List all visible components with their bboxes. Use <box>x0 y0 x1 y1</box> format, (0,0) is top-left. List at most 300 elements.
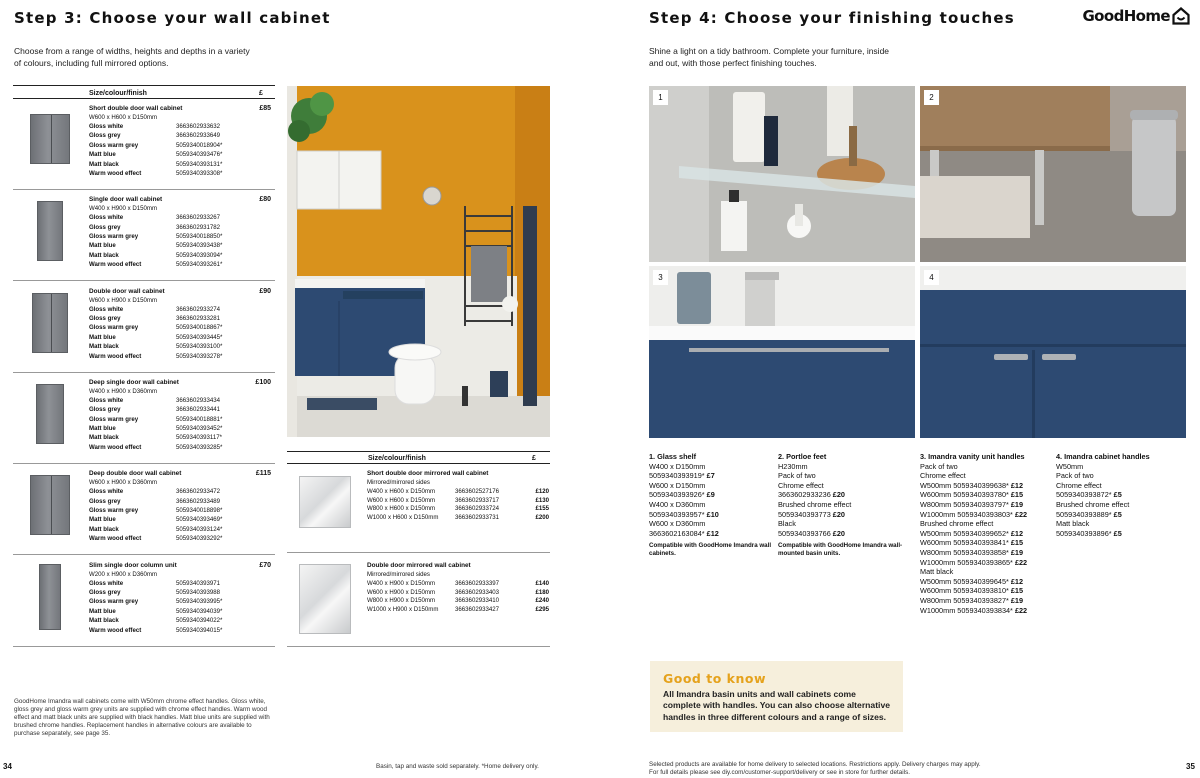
finish-row <box>89 507 222 514</box>
finish-name: Matt black <box>89 251 119 259</box>
cabinet-thumbnail <box>13 191 87 269</box>
photo-number-1: 1 <box>653 90 668 105</box>
accessory-price: £20 <box>832 490 845 500</box>
mirror-table-top-rule <box>287 451 550 452</box>
accessory-text: 5059340393957* <box>649 509 705 519</box>
cabinet-thumbnail <box>13 283 87 361</box>
product-code: 3663602933441 <box>176 406 221 414</box>
accessory-line <box>920 519 1055 529</box>
mirror-cabinet-name: Short double door mirrored wall cabinet <box>367 470 489 477</box>
vanity-handle-photo <box>649 266 915 438</box>
right-bottom-note-1: Selected products are available for home delivery to selected locations. Restrictions apply. Delivery charges may apply. <box>649 761 981 768</box>
accessory-line <box>778 500 913 510</box>
finish-row <box>89 170 222 177</box>
mirror-price: £200 <box>535 513 549 521</box>
finish-name: Gloss warm grey <box>89 233 139 241</box>
accessory-line <box>920 490 1055 500</box>
cabinet-thumbnail <box>13 374 87 452</box>
product-code: 3663602933281 <box>176 314 221 322</box>
finish-row <box>89 608 222 615</box>
product-code: 5059340393438* <box>176 242 223 250</box>
accessory-text: 5059340393926* <box>649 490 705 500</box>
finish-name: Gloss warm grey <box>89 141 139 149</box>
cabinet-thumbnail <box>13 465 87 543</box>
accessory-text: Chrome effect <box>920 471 966 481</box>
finish-name: Gloss warm grey <box>89 415 139 423</box>
finish-name: Warm wood effect <box>89 170 142 177</box>
accessory-price: £9 <box>706 490 715 500</box>
accessory-line <box>649 490 784 500</box>
finish-row <box>89 142 222 149</box>
product-code: 5059340018904* <box>176 141 223 149</box>
finish-name: Gloss grey <box>89 588 121 596</box>
product-code: 5059340018850* <box>176 233 223 241</box>
product-code: 5059340393278* <box>176 352 223 360</box>
cabinet-price: £85 <box>259 105 271 112</box>
cabinet-image <box>36 384 64 444</box>
finish-row <box>89 261 222 268</box>
glass-shelf-illustration <box>649 86 915 262</box>
accessory-text: W500mm 5059340399638* <box>920 480 1009 490</box>
product-code: 5059340393100* <box>176 343 223 351</box>
accessory-price: £19 <box>1010 595 1024 605</box>
product-code: 3663602933427 <box>455 605 500 613</box>
product-code: 3663602931782 <box>176 223 221 231</box>
accessory-text: W400 x D360mm <box>649 499 706 509</box>
mirror-cabinet-finish: Mirrored/mirrored sides <box>367 479 430 486</box>
accessory-price: £20 <box>832 509 845 519</box>
cabinet-dimensions: W200 x H900 x D360mm <box>89 570 158 578</box>
finish-row <box>89 406 220 413</box>
accessory-text: Brushed chrome effect <box>778 499 852 509</box>
accessory-line <box>649 481 784 491</box>
finish-row <box>89 535 222 542</box>
good-to-know-text: All Imandra basin units and wall cabinets come complete with handles. You can also choose alternative handles in three different colours and a range of sizes. <box>663 689 891 722</box>
accessory-price: £15 <box>1010 538 1024 548</box>
accessory-line <box>920 577 1055 587</box>
accessory-price: £5 <box>1113 528 1122 538</box>
product-code: 3663602933267 <box>176 214 221 222</box>
mirror-cabinet-image <box>299 476 351 528</box>
accessory-line <box>1056 471 1191 481</box>
cabinet-price: £115 <box>255 470 271 478</box>
mirror-size-row <box>367 488 549 495</box>
finish-name: Matt blue <box>89 333 116 341</box>
page-number-left: 34 <box>3 762 12 771</box>
accessory-line <box>1056 500 1191 510</box>
accessory-price: £19 <box>1010 547 1024 557</box>
product-code: 5059340393131* <box>176 160 223 168</box>
cabinet-dimensions: W400 x H900 x D150mm <box>89 205 158 213</box>
cabinet-name: Slim single door column unit <box>89 561 177 569</box>
product-code: 3663602933632 <box>176 123 221 130</box>
accessory-text: 5059340393889* <box>1056 509 1112 519</box>
wall-cabinet-item <box>13 557 275 648</box>
finish-row <box>89 161 222 168</box>
accessory-title: 1. Glass shelf <box>649 452 697 461</box>
accessory-text: Brushed chrome effect <box>920 519 994 529</box>
row-divider <box>13 372 275 373</box>
finish-row <box>89 252 222 259</box>
right-bottom-note-2: For full details please see diy.com/customer-support/delivery or see in store for further details. <box>649 769 910 776</box>
accessory-price: £12 <box>706 528 719 538</box>
accessory-price: £12 <box>1010 528 1024 538</box>
accessory-line <box>920 538 1055 548</box>
bathroom-scene-illustration <box>287 86 550 437</box>
product-code: 5059340018898* <box>176 506 223 514</box>
accessory-column <box>649 452 784 557</box>
accessory-text: W600mm 5059340393780* <box>920 490 1009 500</box>
accessory-price: £22 <box>1014 605 1028 615</box>
mirror-dimensions: W1000 x H600 x D150mm <box>367 513 439 521</box>
finish-name: Gloss grey <box>89 132 121 140</box>
accessory-line <box>649 510 784 520</box>
accessory-text: Chrome effect <box>1056 480 1102 490</box>
wall-cabinet-item <box>13 374 275 465</box>
finish-row <box>89 425 222 432</box>
cabinet-dimensions: W400 x H900 x D360mm <box>89 387 158 395</box>
house-logo-icon <box>1172 7 1190 25</box>
cabinet-image <box>30 114 70 164</box>
logo-wordmark: GoodHome <box>1082 7 1170 25</box>
table-header-col: Size/colour/finish <box>89 90 147 97</box>
finish-name: Matt blue <box>89 242 116 250</box>
accessory-text: H230mm <box>778 461 808 471</box>
accessory-text: 5059340393766 <box>778 528 831 538</box>
accessory-text: W1000mm 5059340393865* <box>920 557 1013 567</box>
accessory-text: W800mm 5059340393858* <box>920 547 1009 557</box>
wall-cabinet-item <box>13 465 275 556</box>
accessory-text: Pack of two <box>1056 471 1094 481</box>
finish-row <box>89 416 222 423</box>
accessory-text: W800mm 5059340393827* <box>920 595 1009 605</box>
cabinet-handles-photo <box>920 266 1186 438</box>
finish-name: Gloss white <box>89 305 124 313</box>
accessory-line <box>1056 490 1191 500</box>
mirror-cabinet-name: Double door mirrored wall cabinet <box>367 562 471 569</box>
accessory-line <box>1056 462 1191 472</box>
accessory-line <box>1056 519 1191 529</box>
finish-name: Gloss grey <box>89 497 121 505</box>
accessory-text: 5059340393872* <box>1056 490 1112 500</box>
accessory-price: £10 <box>706 509 719 519</box>
accessory-title: 4. Imandra cabinet handles <box>1056 452 1150 461</box>
mirror-cabinet-finish: Mirrored/mirrored sides <box>367 571 430 578</box>
cabinet-door-gap <box>51 476 52 534</box>
accessory-column <box>920 452 1055 615</box>
accessory-text: Matt black <box>1056 519 1090 529</box>
finish-name: Gloss warm grey <box>89 506 139 514</box>
finish-row <box>89 214 220 221</box>
product-code: 3663602933731 <box>455 513 500 521</box>
finish-row <box>89 343 222 350</box>
accessory-price: £15 <box>1010 586 1024 596</box>
product-code: 5059340393094* <box>176 251 223 259</box>
accessory-price: £15 <box>1010 490 1024 500</box>
accessory-text: W50mm <box>1056 461 1084 471</box>
finish-row <box>89 516 222 523</box>
accessory-text: Pack of two <box>920 461 958 471</box>
cabinet-name: Short double door wall cabinet <box>89 105 183 112</box>
accessory-line <box>920 567 1055 577</box>
accessory-line <box>778 471 913 481</box>
accessory-price: £19 <box>1010 499 1024 509</box>
accessory-text: W600mm 5059340393841* <box>920 538 1009 548</box>
accessory-text: W500mm 5059340399645* <box>920 576 1009 586</box>
mirror-thumbnail <box>287 470 363 546</box>
finish-row <box>89 617 222 624</box>
mirror-size-row <box>367 588 549 596</box>
finish-name: Matt black <box>89 525 119 533</box>
portloe-feet-illustration <box>920 86 1186 262</box>
mirror-size-row <box>367 580 549 587</box>
goodhome-logo <box>1082 7 1190 25</box>
cabinet-dimensions: W600 x H900 x D360mm <box>89 479 158 487</box>
product-code: 3663602527176 <box>455 488 500 495</box>
good-to-know-box <box>650 661 903 732</box>
mirror-dimensions: W600 x H900 x D150mm <box>367 588 436 596</box>
accessory-line <box>649 500 784 510</box>
mirror-header-price: £ <box>532 455 536 462</box>
table-top-rule <box>13 85 275 86</box>
finish-name: Gloss grey <box>89 406 121 414</box>
cabinet-price: £100 <box>255 378 271 386</box>
mirror-price: £155 <box>535 505 549 513</box>
finish-name: Gloss white <box>89 579 124 587</box>
mirror-size-row <box>367 513 549 521</box>
finish-name: Matt blue <box>89 516 116 524</box>
accessory-text: 5059340393919* <box>649 471 705 481</box>
accessory-text: W600 x D360mm <box>649 519 706 529</box>
accessory-line <box>920 596 1055 606</box>
cabinet-handles-illustration <box>920 266 1186 438</box>
finish-name: Gloss grey <box>89 314 121 322</box>
mirror-dimensions: W600 x H600 x D150mm <box>367 496 436 504</box>
mirror-dimensions: W400 x H600 x D150mm <box>367 488 436 495</box>
accessory-text: W800mm 5059340393797* <box>920 499 1009 509</box>
cabinet-image <box>37 201 63 261</box>
finish-name: Gloss warm grey <box>89 324 139 332</box>
product-code: 5059340393988 <box>176 588 221 596</box>
finish-row <box>89 488 220 495</box>
accessory-text: W1000mm 5059340393834* <box>920 605 1013 615</box>
cabinet-image <box>32 293 68 353</box>
accessory-line <box>920 471 1055 481</box>
finish-name: Warm wood effect <box>89 261 142 269</box>
row-divider <box>13 189 275 190</box>
accessory-text: 3663602163084* <box>649 528 705 538</box>
mirror-size-row <box>367 597 549 605</box>
page-number-right: 35 <box>1186 762 1195 771</box>
cabinet-image <box>39 564 61 630</box>
accessory-line <box>778 490 913 500</box>
product-code: 3663602933397 <box>455 580 500 587</box>
product-code: 3663602933410 <box>455 597 500 605</box>
accessory-price: £5 <box>1113 509 1122 519</box>
step-4-intro: Shine a light on a tidy bathroom. Complete your furniture, inside and out, with those perfect finishing touches. <box>649 46 890 68</box>
accessory-text: 3663602933236 <box>778 490 831 500</box>
cabinet-image <box>30 475 70 535</box>
accessory-text: Brushed chrome effect <box>1056 499 1130 509</box>
product-code: 5059340393292* <box>176 535 223 543</box>
mirror-dimensions: W1000 x H900 x D150mm <box>367 605 439 613</box>
finish-row <box>89 132 220 139</box>
product-code: 5059340393995* <box>176 598 223 606</box>
finish-name: Matt blue <box>89 607 116 615</box>
finish-row <box>89 434 222 441</box>
step-3-intro: Choose from a range of widths, heights and depths in a variety of colours, including full mirrored options. <box>14 46 250 68</box>
portloe-feet-photo <box>920 86 1186 262</box>
accessory-text: Black <box>778 519 796 529</box>
photo-number-4: 4 <box>924 270 939 285</box>
mirrored-cabinet-item <box>287 562 549 642</box>
accessory-text: Pack of two <box>778 471 816 481</box>
accessory-line <box>778 529 913 539</box>
accessory-text: W600mm 5059340393810* <box>920 586 1009 596</box>
product-code: 5059340018867* <box>176 324 223 332</box>
finish-row <box>89 627 222 634</box>
table-header-rule <box>13 98 275 99</box>
finish-name: Gloss white <box>89 488 124 496</box>
product-code: 3663602933649 <box>176 132 221 140</box>
mirrored-cabinet-item <box>287 470 549 550</box>
accessory-price: £12 <box>1010 576 1024 586</box>
accessory-line <box>920 558 1055 568</box>
finish-row <box>89 242 222 249</box>
good-to-know-title: Good to know <box>663 671 766 686</box>
wall-cabinet-item <box>13 283 275 374</box>
cabinet-price: £80 <box>259 196 271 204</box>
finish-name: Warm wood effect <box>89 352 142 360</box>
mirror-price: £130 <box>535 496 549 504</box>
mirror-size-row <box>367 496 549 504</box>
finish-row <box>89 151 222 158</box>
finish-name: Gloss white <box>89 396 124 404</box>
row-divider <box>13 280 275 281</box>
accessory-price: £22 <box>1014 557 1028 567</box>
accessory-line <box>920 529 1055 539</box>
cabinet-name: Single door wall cabinet <box>89 196 163 204</box>
product-code: 5059340393445* <box>176 333 223 341</box>
accessory-line <box>920 462 1055 472</box>
accessory-column <box>778 452 913 557</box>
finish-row <box>89 498 220 505</box>
product-code: 3663602933434 <box>176 396 221 404</box>
accessory-line <box>1056 510 1191 520</box>
finish-name: Warm wood effect <box>89 443 142 451</box>
finish-name: Matt blue <box>89 425 116 433</box>
accessory-line <box>1056 481 1191 491</box>
left-footnote: GoodHome Imandra wall cabinets come with W50mm chrome effect handles. Gloss white, gloss grey and gloss warm grey units are supplied with chrome effect handles. Warm wood effect and matt black units are supplied with black handles. Matt blue units are supplied with brushed chrome handles. Replacement handles in alternative colours are available to purchase separately, see page 35. <box>14 698 270 737</box>
mirror-size-row <box>367 605 549 613</box>
mirror-size-row <box>367 505 549 513</box>
mirror-price: £120 <box>535 488 549 495</box>
accessory-line <box>920 606 1055 616</box>
mirror-table-bottom-rule <box>287 646 550 647</box>
left-bottom-note: Basin, tap and waste sold separately. *Home delivery only. <box>376 763 539 770</box>
photo-number-2: 2 <box>924 90 939 105</box>
accessory-price: £12 <box>1010 480 1024 490</box>
product-code: 3663602933717 <box>455 496 500 504</box>
product-code: 3663602933489 <box>176 497 221 505</box>
finish-row <box>89 353 222 360</box>
product-code: 5059340393476* <box>176 151 223 159</box>
finish-row <box>89 224 220 231</box>
product-code: 5059340393971 <box>176 579 221 587</box>
finish-name: Gloss white <box>89 214 124 222</box>
accessory-line <box>1056 529 1191 539</box>
wall-cabinet-item <box>13 100 275 191</box>
product-code: 5059340018881* <box>176 415 223 423</box>
cabinet-dimensions: W600 x H900 x D150mm <box>89 296 158 304</box>
product-code: 5059340393285* <box>176 443 223 451</box>
finish-row <box>89 306 220 313</box>
accessory-title: 3. Imandra vanity unit handles <box>920 452 1025 461</box>
finish-name: Matt black <box>89 160 119 168</box>
accessory-price: £5 <box>1113 490 1122 500</box>
finish-row <box>89 526 222 533</box>
finish-row <box>89 324 222 331</box>
finish-name: Gloss white <box>89 123 124 130</box>
accessory-line <box>920 586 1055 596</box>
finish-name: Matt blue <box>89 151 116 159</box>
cabinet-price: £90 <box>259 287 271 295</box>
finish-row <box>89 598 222 605</box>
finish-row <box>89 444 222 451</box>
finish-name: Gloss grey <box>89 223 121 231</box>
row-divider <box>13 554 275 555</box>
vanity-handle-illustration <box>649 266 915 438</box>
accessory-line <box>649 519 784 529</box>
product-code: 5059340393308* <box>176 170 223 177</box>
table-bottom-rule <box>13 646 275 647</box>
finish-row <box>89 315 220 322</box>
mirror-cabinet-image <box>299 564 351 634</box>
cabinet-price: £70 <box>259 561 271 569</box>
accessory-line <box>920 510 1055 520</box>
product-code: 5059340393261* <box>176 261 223 269</box>
accessory-text: W600 x D150mm <box>649 480 706 490</box>
accessory-compatibility: Compatible with GoodHome Imandra wall cabinets. <box>649 542 772 557</box>
photo-number-3: 3 <box>653 270 668 285</box>
mirror-price: £240 <box>535 597 549 605</box>
finish-name: Matt black <box>89 434 119 442</box>
finish-name: Matt black <box>89 617 119 625</box>
product-code: 5059340393469* <box>176 516 223 524</box>
cabinet-name: Double door wall cabinet <box>89 287 165 295</box>
cabinet-door-gap <box>51 115 52 163</box>
mirror-price: £140 <box>535 580 549 587</box>
finish-name: Gloss warm grey <box>89 598 139 606</box>
finish-name: Matt black <box>89 343 119 351</box>
product-code: 3663602933274 <box>176 305 221 313</box>
page-title-step-4: Step 4: Choose your finishing touches <box>649 9 1015 27</box>
accessory-text: Matt black <box>920 567 954 577</box>
product-code: 3663602933724 <box>455 505 500 513</box>
cabinet-dimensions: W600 x H600 x D150mm <box>89 114 158 121</box>
glass-shelf-photo <box>649 86 915 262</box>
accessory-price: £22 <box>1014 509 1028 519</box>
mirror-price: £295 <box>535 605 549 613</box>
accessory-price: £7 <box>706 471 715 481</box>
mirror-header-rule <box>287 463 550 464</box>
product-code: 5059340394039* <box>176 607 223 615</box>
cabinet-thumbnail <box>13 100 87 178</box>
product-code: 5059340393117* <box>176 434 222 442</box>
accessory-line <box>778 519 913 529</box>
bathroom-scene-photo <box>287 86 550 437</box>
accessory-text: Chrome effect <box>778 480 824 490</box>
